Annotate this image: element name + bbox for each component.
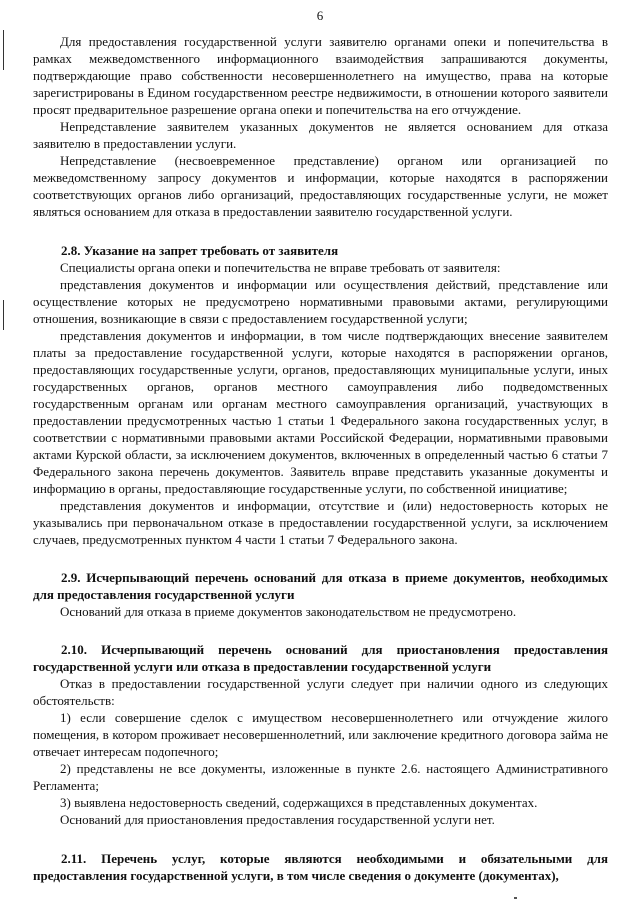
paragraph: Непредставление (несвоевременное представление) органом или организацией по межведомственному запросу документов и информации, которые находятся в распоряжении соответствующих органов либо организаций, предоставляющих государственные услуги, не может являться основанием для отказа в предоставлении заявителю государственной услуги. [33, 153, 608, 219]
paragraph: Непредставление заявителем указанных документов не является основанием для отказа заявителю в предоставлении услуги. [33, 119, 608, 151]
scan-margin-line [3, 30, 4, 70]
section-heading-2-10: 2.10. Исчерпывающий перечень оснований для приостановления предоставления государственной услуги или отказа в предоставлении государственной услуги [33, 642, 608, 674]
paragraph: представления документов и информации, в том числе подтверждающих внесение заявителем платы за предоставление государственной услуги, которые находятся в распоряжении органов, предоставляющих государственные услуги, органов, предоставляющих муниципальные услуги, иных государственных органов, органов местного самоуправления либо подведомственных государственным органам или органам местного самоуправления организаций, участвующих в предоставлении предусмотренных частью 1 статьи 1 Федерального закона государственных услуг, в соответствии с нормативными правовыми актами Российской Федерации, нормативными правовыми актами Курской области, за исключением документов, включенных в определенный частью 6 статьи 7 Федерального закона перечень документов. Заявитель вправе представить указанные документы и информацию в органы, предоставляющие государственные услуги, по собственной инициативе; [33, 328, 608, 496]
paragraph: Специалисты органа опеки и попечительства не вправе требовать от заявителя: [60, 260, 501, 275]
page-number: 6 [316, 8, 324, 23]
paragraph: представления документов и информации или осуществления действий, представление или осуществление которых не предусмотрено нормативными правовыми актами, регулирующими отношения, возникающие в связи с предоставлением государственной услуги; [33, 277, 608, 326]
section-heading-2-9: 2.9. Исчерпывающий перечень оснований для отказа в приеме документов, необходимых для предоставления государственной услуги [33, 570, 608, 602]
scan-artifact [514, 897, 517, 899]
list-item: 2) представлены не все документы, изложенные в пункте 2.6. настоящего Административного Регламента; [33, 761, 608, 793]
section-heading-2-8: 2.8. Указание на запрет требовать от заявителя [61, 243, 339, 258]
paragraph: Отказ в предоставлении государственной услуги следует при наличии одного из следующих обстоятельств: [33, 676, 608, 708]
paragraph: представления документов и информации, отсутствие и (или) недостоверность которых не указывались при первоначальном отказе в предоставлении государственной услуги, за исключением случаев, предусмотренных пунктом 4 части 1 статьи 7 Федерального закона. [33, 498, 608, 547]
list-item: 3) выявлена недостоверность сведений, содержащихся в представленных документах. [60, 795, 538, 810]
document-body [33, 33, 608, 884]
paragraph: Оснований для приостановления предоставления государственной услуги нет. [60, 812, 495, 827]
list-item: 1) если совершение сделок с имуществом несовершеннолетнего или отчуждение жилого помещения, в котором проживает несовершеннолетний, или заключение кредитного договора займа не отвечает интересам подопечного; [33, 710, 608, 759]
paragraph: Для предоставления государственной услуги заявителю органами опеки и попечительства в рамках межведомственного информационного взаимодействия запрашиваются документы, подтверждающие право собственности несовершеннолетнего на имущество, права на которые зарегистрированы в Едином государственном реестре недвижимости, в отношении которого заявители просят предварительное разрешение органа опеки и попечительства на его отчуждение. [33, 34, 608, 117]
paragraph: Оснований для отказа в приеме документов законодательством не предусмотрено. [60, 604, 517, 619]
section-heading-2-11: 2.11. Перечень услуг, которые являются необходимыми и обязательными для предоставления государственной услуги, в том числе сведения о документе (документах), [33, 851, 608, 883]
scan-margin-line [3, 300, 4, 330]
